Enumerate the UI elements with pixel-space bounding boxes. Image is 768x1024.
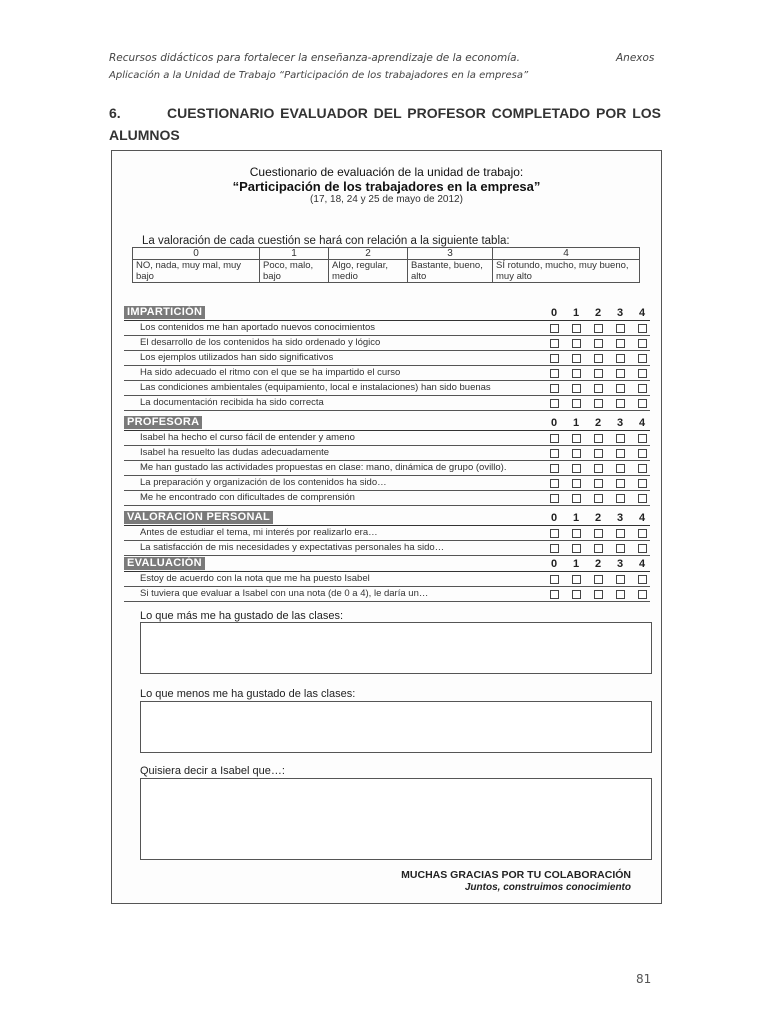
rating-checkbox-1[interactable] bbox=[572, 399, 581, 408]
rating-checkbox-1[interactable] bbox=[572, 354, 581, 363]
rating-checkbox-0[interactable] bbox=[550, 369, 559, 378]
rating-label: 0 bbox=[550, 307, 558, 319]
section-valoracion-personal bbox=[124, 511, 650, 556]
question-text: Me he encontrado con dificultades de comprensión bbox=[140, 492, 355, 503]
question-text: Los contenidos me han aportado nuevos conocimientos bbox=[140, 322, 376, 333]
rating-checkbox-1[interactable] bbox=[572, 434, 581, 443]
scale-intro: La valoración de cada cuestión se hará con relación a la siguiente tabla: bbox=[142, 235, 510, 247]
section-evaluacion bbox=[124, 557, 650, 602]
thanks-message: MUCHAS GRACIAS POR TU COLABORACIÓN bbox=[401, 869, 631, 881]
question-text: Estoy de acuerdo con la nota que me ha puesto Isabel bbox=[140, 573, 370, 584]
rating-label: 0 bbox=[550, 512, 558, 524]
rating-checkbox-4[interactable] bbox=[638, 575, 647, 584]
rating-label: 2 bbox=[594, 558, 602, 570]
section-title: PROFESORA bbox=[124, 416, 202, 429]
rating-checkbox-1[interactable] bbox=[572, 384, 581, 393]
rating-checkbox-1[interactable] bbox=[572, 529, 581, 538]
rating-checkbox-2[interactable] bbox=[594, 575, 603, 584]
rating-label: 3 bbox=[616, 512, 624, 524]
running-header-section: Anexos bbox=[616, 52, 655, 64]
rating-column-labels bbox=[548, 512, 650, 525]
question-text: La preparación y organización de los contenidos ha sido… bbox=[140, 477, 387, 488]
scale-label: NO, nada, muy mal, muy bajo bbox=[133, 260, 260, 283]
open-answer-box[interactable] bbox=[140, 701, 652, 753]
open-question-label: Lo que más me ha gustado de las clases: bbox=[140, 610, 344, 622]
rating-checkbox-2[interactable] bbox=[594, 384, 603, 393]
rating-checkbox-3[interactable] bbox=[616, 590, 625, 599]
question-row bbox=[124, 541, 650, 556]
section-profesora bbox=[124, 416, 650, 506]
rating-label: 2 bbox=[594, 307, 602, 319]
rating-label: 3 bbox=[616, 417, 624, 429]
rating-checkbox-2[interactable] bbox=[594, 544, 603, 553]
rating-checkbox-3[interactable] bbox=[616, 369, 625, 378]
question-row bbox=[124, 572, 650, 587]
rating-checkbox-4[interactable] bbox=[638, 369, 647, 378]
rating-column-labels bbox=[548, 307, 650, 320]
question-row bbox=[124, 526, 650, 541]
rating-checkbox-4[interactable] bbox=[638, 339, 647, 348]
question-row bbox=[124, 321, 650, 336]
section-title: VALORACIÓN PERSONAL bbox=[124, 511, 273, 524]
rating-checkbox-1[interactable] bbox=[572, 479, 581, 488]
rating-checkbox-0[interactable] bbox=[550, 354, 559, 363]
open-question-label: Lo que menos me ha gustado de las clases: bbox=[140, 688, 356, 700]
section-imparticion bbox=[124, 306, 650, 411]
scale-value: 3 bbox=[408, 248, 493, 260]
section-title: CUESTIONARIO EVALUADOR DEL PROFESOR COMPLETADO POR LOS ALUMNOS bbox=[109, 105, 661, 143]
rating-checkbox-2[interactable] bbox=[594, 339, 603, 348]
rating-checkbox-3[interactable] bbox=[616, 384, 625, 393]
rating-label: 3 bbox=[616, 307, 624, 319]
motto: Juntos, construimos conocimiento bbox=[464, 882, 631, 893]
question-text: Si tuviera que evaluar a Isabel con una nota (de 0 a 4), le daría un… bbox=[140, 588, 429, 599]
rating-checkbox-3[interactable] bbox=[616, 529, 625, 538]
running-header-title: Recursos didácticos para fortalecer la enseñanza-aprendizaje de la economía. bbox=[109, 52, 520, 64]
running-header-subtitle: Aplicación a la Unidad de Trabajo “Participación de los trabajadores en la empresa” bbox=[109, 70, 529, 81]
rating-label: 3 bbox=[616, 558, 624, 570]
question-row bbox=[124, 336, 650, 351]
form-dates: (17, 18, 24 y 25 de mayo de 2012) bbox=[310, 194, 463, 205]
rating-checkbox-3[interactable] bbox=[616, 324, 625, 333]
rating-checkbox-3[interactable] bbox=[616, 464, 625, 473]
scale-label: Algo, regular, medio bbox=[329, 260, 408, 283]
rating-checkbox-4[interactable] bbox=[638, 399, 647, 408]
rating-label: 1 bbox=[572, 512, 580, 524]
rating-checkbox-0[interactable] bbox=[550, 479, 559, 488]
rating-column-labels bbox=[548, 558, 650, 571]
open-answer-box[interactable] bbox=[140, 622, 652, 674]
rating-checkbox-3[interactable] bbox=[616, 449, 625, 458]
section-title: EVALUACIÓN bbox=[124, 557, 205, 570]
rating-checkbox-3[interactable] bbox=[616, 494, 625, 503]
rating-checkbox-0[interactable] bbox=[550, 324, 559, 333]
rating-checkbox-2[interactable] bbox=[594, 494, 603, 503]
rating-checkbox-2[interactable] bbox=[594, 529, 603, 538]
rating-column-labels bbox=[548, 417, 650, 430]
question-text: Los ejemplos utilizados han sido significativos bbox=[140, 352, 334, 363]
rating-checkbox-3[interactable] bbox=[616, 399, 625, 408]
rating-checkbox-0[interactable] bbox=[550, 434, 559, 443]
question-row bbox=[124, 431, 650, 446]
rating-checkbox-2[interactable] bbox=[594, 464, 603, 473]
rating-checkbox-2[interactable] bbox=[594, 449, 603, 458]
question-text: Isabel ha resuelto las dudas adecuadamente bbox=[140, 447, 330, 458]
question-row bbox=[124, 366, 650, 381]
rating-checkbox-2[interactable] bbox=[594, 324, 603, 333]
rating-checkbox-4[interactable] bbox=[638, 434, 647, 443]
rating-checkbox-4[interactable] bbox=[638, 590, 647, 599]
rating-checkbox-0[interactable] bbox=[550, 384, 559, 393]
rating-label: 4 bbox=[638, 512, 646, 524]
rating-checkbox-1[interactable] bbox=[572, 575, 581, 584]
form-title: Cuestionario de evaluación de la unidad de trabajo: bbox=[249, 165, 524, 179]
rating-checkbox-0[interactable] bbox=[550, 494, 559, 503]
rating-checkbox-4[interactable] bbox=[638, 324, 647, 333]
rating-checkbox-0[interactable] bbox=[550, 590, 559, 599]
open-answer-box[interactable] bbox=[140, 778, 652, 860]
rating-checkbox-0[interactable] bbox=[550, 529, 559, 538]
rating-checkbox-2[interactable] bbox=[594, 399, 603, 408]
question-text: La documentación recibida ha sido correcta bbox=[140, 397, 324, 408]
rating-checkbox-0[interactable] bbox=[550, 575, 559, 584]
rating-checkbox-3[interactable] bbox=[616, 354, 625, 363]
question-row bbox=[124, 476, 650, 491]
scale-value: 2 bbox=[329, 248, 408, 260]
question-row bbox=[124, 351, 650, 366]
section-title: IMPARTICIÓN bbox=[124, 306, 205, 319]
rating-label: 0 bbox=[550, 417, 558, 429]
question-text: Las condiciones ambientales (equipamiento, local e instalaciones) han sido buenas bbox=[140, 382, 491, 393]
scale-value: 1 bbox=[260, 248, 329, 260]
rating-label: 0 bbox=[550, 558, 558, 570]
section-heading bbox=[109, 102, 661, 146]
rating-checkbox-1[interactable] bbox=[572, 544, 581, 553]
question-text: El desarrollo de los contenidos ha sido ordenado y lógico bbox=[140, 337, 381, 348]
section-number: 6. bbox=[109, 105, 121, 121]
question-text: Me han gustado las actividades propuestas en clase: mano, dinámica de grupo (ovillo). bbox=[140, 462, 507, 473]
rating-checkbox-1[interactable] bbox=[572, 494, 581, 503]
rating-label: 2 bbox=[594, 512, 602, 524]
scale-value: 4 bbox=[493, 248, 640, 260]
rating-label: 1 bbox=[572, 558, 580, 570]
scale-value: 0 bbox=[133, 248, 260, 260]
rating-checkbox-4[interactable] bbox=[638, 354, 647, 363]
questionnaire-form bbox=[111, 150, 662, 904]
question-text: Isabel ha hecho el curso fácil de entender y ameno bbox=[140, 432, 355, 443]
rating-checkbox-4[interactable] bbox=[638, 479, 647, 488]
rating-checkbox-1[interactable] bbox=[572, 339, 581, 348]
rating-checkbox-4[interactable] bbox=[638, 544, 647, 553]
question-row bbox=[124, 381, 650, 396]
scale-label: Bastante, bueno, alto bbox=[408, 260, 493, 283]
rating-label: 1 bbox=[572, 417, 580, 429]
rating-checkbox-2[interactable] bbox=[594, 354, 603, 363]
rating-checkbox-2[interactable] bbox=[594, 434, 603, 443]
rating-checkbox-4[interactable] bbox=[638, 464, 647, 473]
rating-checkbox-0[interactable] bbox=[550, 399, 559, 408]
rating-checkbox-4[interactable] bbox=[638, 449, 647, 458]
rating-scale-table bbox=[132, 247, 640, 283]
page-number: 81 bbox=[636, 972, 652, 986]
open-question-label: Quisiera decir a Isabel que…: bbox=[140, 765, 285, 777]
question-row bbox=[124, 587, 650, 602]
question-row bbox=[124, 446, 650, 461]
rating-label: 4 bbox=[638, 417, 646, 429]
question-row bbox=[124, 461, 650, 476]
question-text: La satisfacción de mis necesidades y expectativas personales ha sido… bbox=[140, 542, 445, 553]
rating-label: 2 bbox=[594, 417, 602, 429]
rating-checkbox-0[interactable] bbox=[550, 339, 559, 348]
rating-checkbox-3[interactable] bbox=[616, 544, 625, 553]
rating-label: 4 bbox=[638, 558, 646, 570]
rating-checkbox-1[interactable] bbox=[572, 324, 581, 333]
rating-checkbox-2[interactable] bbox=[594, 369, 603, 378]
scale-label: Poco, malo, bajo bbox=[260, 260, 329, 283]
rating-checkbox-4[interactable] bbox=[638, 529, 647, 538]
rating-checkbox-1[interactable] bbox=[572, 590, 581, 599]
question-text: Antes de estudiar el tema, mi interés por realizarlo era… bbox=[140, 527, 378, 538]
rating-checkbox-2[interactable] bbox=[594, 479, 603, 488]
rating-checkbox-2[interactable] bbox=[594, 590, 603, 599]
rating-checkbox-1[interactable] bbox=[572, 369, 581, 378]
rating-checkbox-3[interactable] bbox=[616, 434, 625, 443]
rating-checkbox-4[interactable] bbox=[638, 494, 647, 503]
rating-checkbox-3[interactable] bbox=[616, 479, 625, 488]
rating-checkbox-3[interactable] bbox=[616, 575, 625, 584]
rating-checkbox-0[interactable] bbox=[550, 464, 559, 473]
form-subtitle: “Participación de los trabajadores en la empresa” bbox=[232, 179, 541, 194]
rating-checkbox-3[interactable] bbox=[616, 339, 625, 348]
rating-checkbox-1[interactable] bbox=[572, 449, 581, 458]
question-text: Ha sido adecuado el ritmo con el que se ha impartido el curso bbox=[140, 367, 401, 378]
question-row bbox=[124, 491, 650, 506]
rating-label: 1 bbox=[572, 307, 580, 319]
rating-label: 4 bbox=[638, 307, 646, 319]
scale-label: SÍ rotundo, mucho, muy bueno, muy alto bbox=[493, 260, 640, 283]
rating-checkbox-4[interactable] bbox=[638, 384, 647, 393]
rating-checkbox-0[interactable] bbox=[550, 544, 559, 553]
rating-checkbox-0[interactable] bbox=[550, 449, 559, 458]
question-row bbox=[124, 396, 650, 411]
rating-checkbox-1[interactable] bbox=[572, 464, 581, 473]
